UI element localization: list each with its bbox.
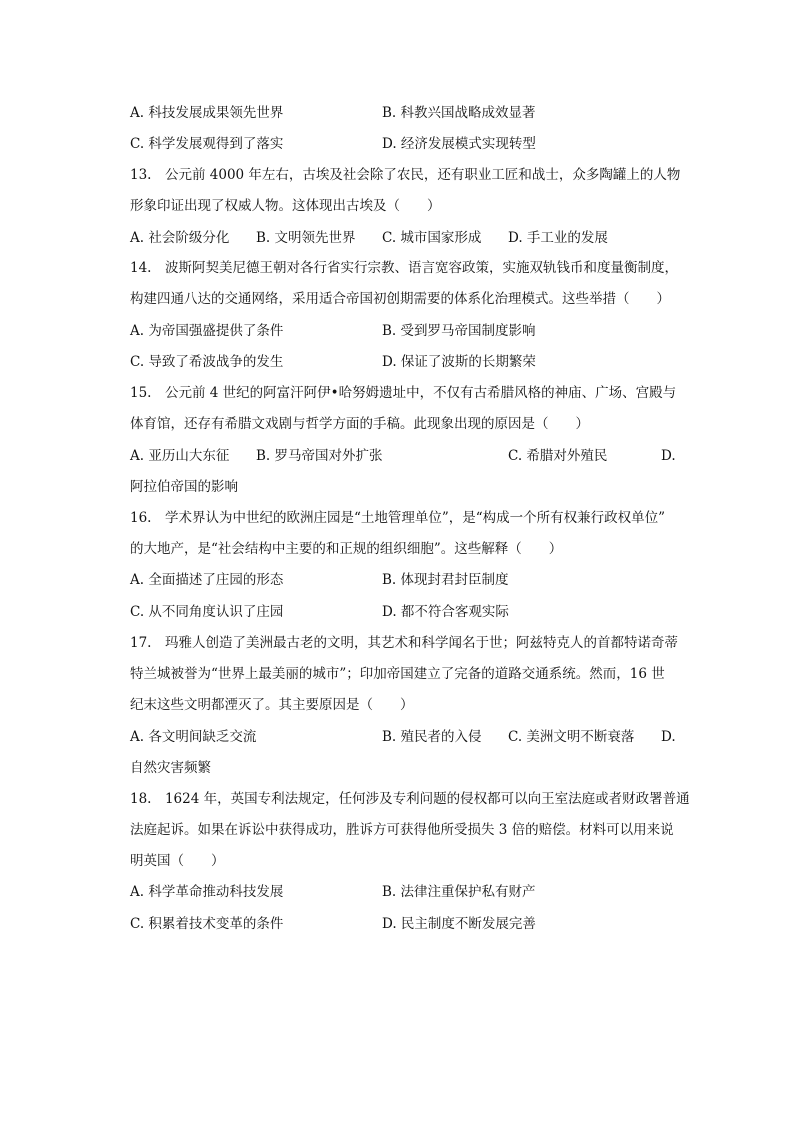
q16-option-d: D. 都不符合客观实际 (382, 604, 509, 620)
q17-stem-line2: 特兰城被誉为“世界上最美丽的城市”；印加帝国建立了完备的道路交通系统。然而，16 世 (130, 666, 665, 682)
q12-option-d: D. 经济发展模式实现转型 (382, 136, 536, 152)
q18-option-d: D. 民主制度不断发展完善 (382, 916, 536, 932)
q15-option-d-letter: D. (661, 448, 676, 464)
q17-option-c: C. 美洲文明不断衰落 (508, 729, 635, 745)
q17-option-d-letter: D. (661, 729, 676, 745)
q15-stem-line2: 体育馆，还存有希腊文戏剧与哲学方面的手稿。此现象出现的原因是（ ） (130, 416, 589, 432)
q13-option-d: D. 手工业的发展 (508, 230, 608, 246)
q18-option-c: C. 积累着技术变革的条件 (130, 916, 284, 932)
q16-option-b: B. 体现封君封臣制度 (382, 572, 509, 588)
q12-option-a: A. 科技发展成果领先世界 (130, 105, 284, 121)
q13-stem-line1: 13. 公元前 4000 年左右，古埃及社会除了农民，还有职业工匠和战士，众多陶罐上的人物 (130, 167, 681, 183)
q18-stem-line3: 明英国（ ） (130, 853, 225, 869)
q13-option-a: A. 社会阶级分化 (130, 230, 230, 246)
q17-option-b: B. 殖民者的入侵 (382, 729, 482, 745)
q17-stem-line1: 17. 玛雅人创造了美洲最古老的文明，其艺术和科学闻名于世；阿兹特克人的首都特诺奇蒂 (130, 635, 678, 651)
q16-option-c: C. 从不同角度认识了庄园 (130, 604, 284, 620)
q15-stem-line1: 15. 公元前 4 世纪的阿富汗阿伊•哈努姆遗址中，不仅有古希腊风格的神庙、广场、宫殿与 (130, 385, 677, 401)
q18-stem-line1: 18. 1624 年，英国专利法规定，任何涉及专利问题的侵权都可以向王室法庭或者财政署普通 (130, 791, 690, 807)
q18-option-a: A. 科学革命推动科技发展 (130, 884, 284, 900)
q15-option-c: C. 希腊对外殖民 (508, 448, 608, 464)
q13-option-b: B. 文明领先世界 (256, 230, 356, 246)
q16-stem-line2: 的大地产，是“社会结构中主要的和正规的组织细胞”。这些解释（ ） (130, 541, 563, 557)
q13-stem-line2: 形象印证出现了权威人物。这体现出古埃及（ ） (130, 198, 441, 214)
q14-stem-line1: 14. 波斯阿契美尼德王朝对各行省实行宗教、语言宽容政策，实施双轨钱币和度量衡制度， (130, 260, 678, 276)
q14-option-b: B. 受到罗马帝国制度影响 (382, 323, 536, 339)
q14-stem-line2: 构建四通八达的交通网络，采用适合帝国初创期需要的体系化治理模式。这些举措（ ） (130, 291, 670, 307)
q14-option-d: D. 保证了波斯的长期繁荣 (382, 354, 536, 370)
q16-option-a: A. 全面描述了庄园的形态 (130, 572, 284, 588)
q18-option-b: B. 法律注重保护私有财产 (382, 884, 536, 900)
q14-option-a: A. 为帝国强盛提供了条件 (130, 323, 284, 339)
q15-option-b: B. 罗马帝国对外扩张 (256, 448, 383, 464)
q12-option-b: B. 科教兴国战略成效显著 (382, 105, 536, 121)
q14-option-c: C. 导致了希波战争的发生 (130, 354, 284, 370)
q15-option-d-text: 阿拉伯帝国的影响 (130, 479, 238, 495)
q17-stem-line3: 纪末这些文明都湮灭了。其主要原因是（ ） (130, 697, 414, 713)
q13-option-c: C. 城市国家形成 (382, 230, 482, 246)
q16-stem-line1: 16. 学术界认为中世纪的欧洲庄园是“土地管理单位”，是“构成一个所有权兼行政权单位” (130, 510, 666, 526)
q17-option-d-text: 自然灾害频繁 (130, 760, 211, 776)
q17-option-a: A. 各文明间缺乏交流 (130, 729, 257, 745)
q15-option-a: A. 亚历山大东征 (130, 448, 230, 464)
q12-option-c: C. 科学发展观得到了落实 (130, 136, 284, 152)
q18-stem-line2: 法庭起诉。如果在诉讼中获得成功，胜诉方可获得他所受损失 3 倍的赔偿。材料可以用来说 (130, 822, 674, 838)
